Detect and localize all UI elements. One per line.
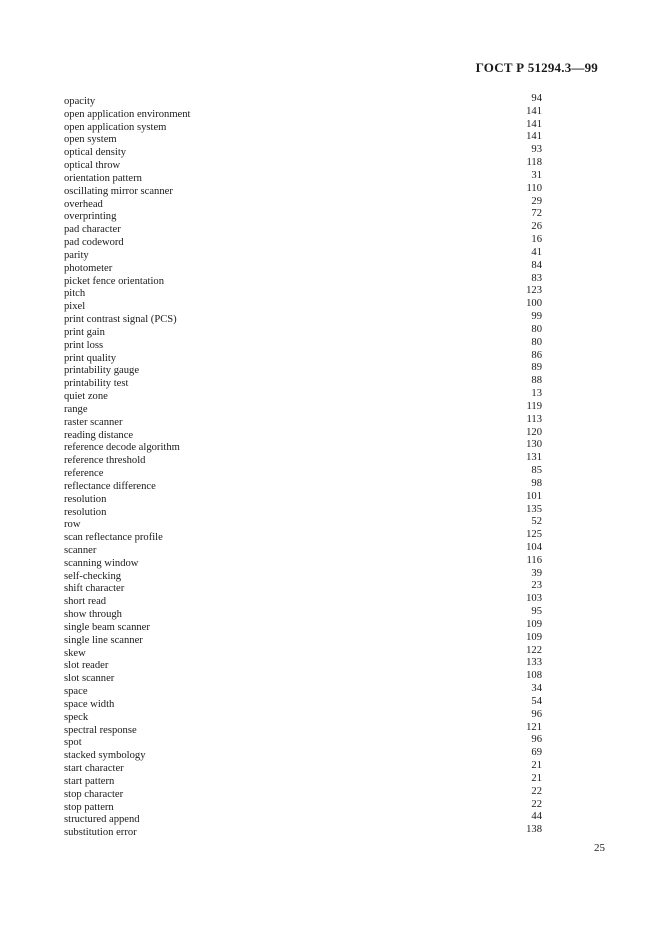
index-term: single line scanner bbox=[64, 634, 143, 646]
index-term: scan reflectance profile bbox=[64, 532, 163, 544]
index-entry bbox=[64, 593, 542, 609]
index-entry bbox=[64, 311, 542, 327]
index-page-ref: 13 bbox=[531, 388, 542, 400]
index-page-ref: 21 bbox=[531, 772, 542, 784]
index-term: skew bbox=[64, 647, 86, 659]
index-term: self-checking bbox=[64, 570, 122, 582]
index-term: pad codeword bbox=[64, 237, 124, 249]
index-page-ref: 54 bbox=[531, 695, 542, 707]
index-term: reading distance bbox=[64, 429, 134, 441]
index-page-ref: 141 bbox=[526, 118, 542, 130]
index-page-ref: 125 bbox=[526, 529, 542, 541]
index-page-ref: 31 bbox=[531, 169, 542, 181]
index-page-ref: 84 bbox=[531, 259, 542, 271]
index-entry bbox=[64, 93, 542, 109]
index-entry bbox=[64, 811, 542, 827]
index-page-ref: 118 bbox=[526, 157, 542, 169]
index-term: optical throw bbox=[64, 160, 121, 172]
index-page-ref: 86 bbox=[531, 349, 542, 361]
index-page-ref: 80 bbox=[531, 336, 542, 348]
index-term: resolution bbox=[64, 506, 107, 518]
index-term: structured append bbox=[64, 814, 140, 826]
index-entry bbox=[64, 323, 542, 340]
index-page-ref: 69 bbox=[531, 747, 542, 759]
index-entry bbox=[64, 516, 542, 532]
index-term: open system bbox=[64, 134, 117, 146]
index-entry bbox=[64, 388, 542, 404]
index-entry bbox=[64, 285, 542, 301]
index-page-ref: 89 bbox=[531, 362, 542, 374]
index-entry bbox=[64, 362, 542, 378]
index-page-ref: 131 bbox=[526, 452, 542, 464]
index-term: speck bbox=[64, 711, 89, 723]
index-page-ref: 44 bbox=[531, 811, 542, 823]
index-entry bbox=[64, 336, 542, 353]
index-entry bbox=[64, 131, 542, 147]
index-entry bbox=[64, 721, 542, 738]
index-page-ref: 52 bbox=[531, 516, 542, 528]
index-entry bbox=[64, 580, 542, 596]
index-entry bbox=[64, 400, 542, 417]
index-page-ref: 109 bbox=[526, 631, 542, 643]
index-page-ref: 21 bbox=[531, 760, 542, 772]
index-term: opacity bbox=[64, 96, 96, 107]
index-page-ref: 113 bbox=[526, 413, 542, 425]
index-page-ref: 16 bbox=[531, 234, 542, 246]
index-entry bbox=[64, 708, 542, 725]
index-term: show through bbox=[64, 609, 122, 621]
index-page-ref: 119 bbox=[526, 400, 542, 412]
index-page-ref: 101 bbox=[526, 490, 542, 502]
index-entry bbox=[64, 683, 542, 699]
index-page-ref: 130 bbox=[526, 439, 542, 451]
index-term: pixel bbox=[64, 301, 86, 313]
index-entry bbox=[64, 272, 542, 289]
index-entry bbox=[64, 657, 542, 673]
index-entry bbox=[64, 221, 542, 237]
index-term: start pattern bbox=[64, 775, 115, 787]
index-entry bbox=[64, 195, 542, 212]
index-term: scanning window bbox=[64, 557, 139, 569]
index-entry bbox=[64, 298, 542, 314]
index-entry bbox=[64, 567, 542, 584]
index-term: orientation pattern bbox=[64, 172, 142, 184]
index-page-ref: 93 bbox=[531, 144, 542, 156]
index-entry bbox=[64, 670, 542, 686]
index-term: resolution bbox=[64, 493, 107, 505]
index-page-ref: 96 bbox=[531, 734, 542, 746]
index-page-ref: 85 bbox=[531, 465, 542, 477]
index-term: spectral response bbox=[64, 724, 137, 736]
index-page-ref: 133 bbox=[526, 657, 542, 669]
index-term: overhead bbox=[64, 198, 103, 210]
index-term: scanner bbox=[64, 544, 97, 556]
index-entry bbox=[64, 529, 542, 545]
index-term: stop character bbox=[64, 788, 124, 800]
index-page-ref: 41 bbox=[531, 246, 542, 258]
index-page-ref: 95 bbox=[531, 606, 542, 618]
index-term: raster scanner bbox=[64, 416, 123, 428]
index-term: printability gauge bbox=[64, 365, 140, 377]
index-term: quiet zone bbox=[64, 391, 108, 403]
index-term: space width bbox=[64, 698, 115, 710]
index-entry bbox=[64, 465, 542, 481]
index-page-ref: 103 bbox=[526, 593, 542, 605]
index-entry bbox=[64, 554, 542, 571]
index-entry bbox=[64, 785, 542, 802]
document-standard-header: ГОСТ Р 51294.3—99 bbox=[475, 60, 598, 75]
index-page-ref: 22 bbox=[531, 798, 542, 810]
index-term: pitch bbox=[64, 288, 86, 300]
index-term: print quality bbox=[64, 352, 117, 364]
index-term: open application environment bbox=[64, 108, 191, 120]
index-entry bbox=[64, 631, 542, 648]
index-term: reference threshold bbox=[64, 455, 146, 467]
index-entry bbox=[64, 157, 542, 173]
index-entry bbox=[64, 477, 542, 494]
index-page-ref: 100 bbox=[526, 298, 542, 310]
index-page-ref: 80 bbox=[531, 323, 542, 335]
index-page-ref: 141 bbox=[526, 131, 542, 143]
index-page-ref: 26 bbox=[531, 221, 542, 233]
index-page-ref: 135 bbox=[526, 503, 542, 515]
index-page-ref: 116 bbox=[526, 554, 542, 566]
index-page-ref: 72 bbox=[531, 208, 542, 220]
index-entry bbox=[64, 182, 542, 199]
index-term: slot reader bbox=[64, 660, 109, 672]
index-term: overprinting bbox=[64, 211, 117, 223]
index-term: short read bbox=[64, 596, 107, 608]
index-term: print contrast signal (PCS) bbox=[64, 314, 177, 326]
index-page-ref: 121 bbox=[526, 721, 542, 733]
index-entry bbox=[64, 349, 542, 366]
index-term: print gain bbox=[64, 326, 105, 338]
index-entry bbox=[64, 606, 542, 622]
index-term: oscillating mirror scanner bbox=[64, 185, 173, 197]
index-entry bbox=[64, 259, 542, 276]
index-page-ref: 39 bbox=[531, 567, 542, 579]
index-term: printability test bbox=[64, 378, 129, 390]
index-term: reference decode algorithm bbox=[64, 442, 180, 454]
index-term: picket fence orientation bbox=[64, 275, 165, 287]
index-entry bbox=[64, 208, 542, 224]
index-page-ref: 141 bbox=[526, 105, 542, 117]
index-page-ref: 88 bbox=[531, 375, 542, 387]
index-page-ref: 94 bbox=[531, 93, 542, 104]
index-entry bbox=[64, 105, 542, 122]
index-term: photometer bbox=[64, 262, 113, 274]
index-page-ref: 120 bbox=[526, 426, 542, 438]
index-entry bbox=[64, 375, 542, 391]
index-term: open application system bbox=[64, 121, 167, 133]
index-term: reflectance difference bbox=[64, 480, 156, 492]
index-entry bbox=[64, 503, 542, 520]
index-term: stop pattern bbox=[64, 801, 114, 813]
index-page-ref: 83 bbox=[531, 272, 542, 284]
index-entry bbox=[64, 734, 542, 750]
index-page-ref: 108 bbox=[526, 670, 542, 682]
index-term: range bbox=[64, 403, 88, 415]
index-page-ref: 34 bbox=[531, 683, 542, 695]
index-entry bbox=[64, 234, 542, 250]
index-entry bbox=[64, 246, 542, 263]
index-term: start character bbox=[64, 763, 124, 775]
index-entry bbox=[64, 618, 542, 635]
index-term: substitution error bbox=[64, 827, 137, 839]
index-entry bbox=[64, 760, 542, 776]
index-entry bbox=[64, 644, 542, 661]
index-entry bbox=[64, 439, 542, 455]
index-page-ref: 96 bbox=[531, 708, 542, 720]
index-entry bbox=[64, 426, 542, 443]
index-entry bbox=[64, 452, 542, 468]
index-term: row bbox=[64, 519, 81, 531]
index-term: space bbox=[64, 686, 88, 698]
index-term: optical density bbox=[64, 147, 127, 159]
index-term: pad character bbox=[64, 224, 121, 236]
index-term: spot bbox=[64, 737, 82, 749]
index-term: parity bbox=[64, 249, 89, 261]
index-list bbox=[64, 93, 542, 840]
index-term: print loss bbox=[64, 339, 104, 351]
index-term: shift character bbox=[64, 583, 125, 595]
index-page-ref: 29 bbox=[531, 195, 542, 207]
index-term: reference bbox=[64, 468, 104, 480]
index-page-ref: 123 bbox=[526, 285, 542, 297]
index-term: single beam scanner bbox=[64, 621, 150, 633]
index-entry bbox=[64, 824, 542, 840]
index-page-ref: 98 bbox=[531, 477, 542, 489]
index-entry bbox=[64, 413, 542, 430]
index-page-ref: 110 bbox=[526, 182, 542, 194]
index-entry bbox=[64, 798, 542, 815]
index-page-ref: 23 bbox=[531, 580, 542, 592]
index-page-ref: 22 bbox=[531, 785, 542, 797]
index-entry bbox=[64, 747, 542, 763]
index-term: stacked symbology bbox=[64, 750, 146, 762]
index-page-ref: 99 bbox=[531, 311, 542, 323]
index-entry bbox=[64, 490, 542, 507]
index-entry bbox=[64, 541, 542, 558]
index-entry bbox=[64, 695, 542, 712]
index-page-ref: 109 bbox=[526, 618, 542, 630]
index-term: slot scanner bbox=[64, 673, 115, 685]
page-number: 25 bbox=[594, 842, 605, 854]
index-page-ref: 122 bbox=[526, 644, 542, 656]
index-entry bbox=[64, 118, 542, 135]
index-entry bbox=[64, 144, 542, 160]
index-entry bbox=[64, 772, 542, 789]
index-page-ref: 138 bbox=[526, 824, 542, 836]
index-page-ref: 104 bbox=[526, 541, 542, 553]
index-entry bbox=[64, 169, 542, 186]
